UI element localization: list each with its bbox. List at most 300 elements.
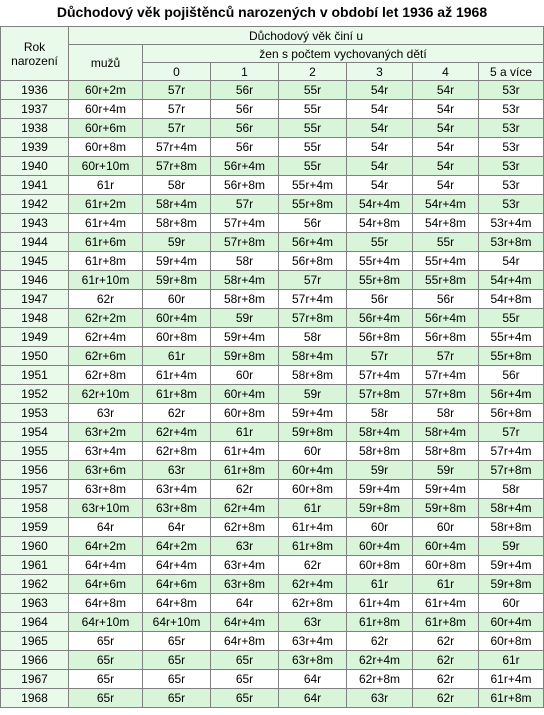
men-age-cell: 63r+10m: [69, 499, 143, 518]
women-age-cell-children-1: 62r: [211, 480, 279, 499]
women-age-cell-children-5: 61r: [479, 651, 544, 670]
retirement-age-table: [0, 26, 544, 708]
women-age-cell-children-4: 61r+8m: [413, 613, 479, 632]
birth-year-cell: 1945: [1, 252, 69, 271]
year-column-header: [1, 27, 69, 81]
birth-year-cell: 1942: [1, 195, 69, 214]
women-age-cell-children-0: 62r+4m: [143, 423, 211, 442]
women-age-cell-children-4: 62r: [413, 651, 479, 670]
women-age-cell-children-3: 57r+8m: [347, 385, 413, 404]
table-row: [1, 157, 544, 176]
women-age-cell-children-2: 60r+8m: [279, 480, 347, 499]
women-age-cell-children-5: 60r: [479, 594, 544, 613]
women-age-cell-children-4: 55r+8m: [413, 271, 479, 290]
women-age-cell-children-0: 63r+8m: [143, 499, 211, 518]
women-age-cell-children-1: 64r: [211, 594, 279, 613]
women-age-cell-children-4: 54r+8m: [413, 214, 479, 233]
women-age-cell-children-1: 59r+4m: [211, 328, 279, 347]
birth-year-cell: 1956: [1, 461, 69, 480]
women-age-cell-children-1: 65r: [211, 651, 279, 670]
women-age-cell-children-0: 60r+8m: [143, 328, 211, 347]
women-age-cell-children-1: 63r: [211, 537, 279, 556]
women-age-cell-children-0: 64r: [143, 518, 211, 537]
women-age-cell-children-0: 64r+4m: [143, 556, 211, 575]
women-age-cell-children-0: 64r+10m: [143, 613, 211, 632]
women-age-cell-children-4: 57r+8m: [413, 385, 479, 404]
men-age-cell: 65r: [69, 670, 143, 689]
women-age-cell-children-1: 64r+8m: [211, 632, 279, 651]
women-age-cell-children-3: 60r+8m: [347, 556, 413, 575]
table-row: [1, 309, 544, 328]
women-age-cell-children-0: 61r+8m: [143, 385, 211, 404]
table-row: [1, 138, 544, 157]
women-age-cell-children-5: 57r: [479, 423, 544, 442]
women-age-cell-children-3: 61r+4m: [347, 594, 413, 613]
women-age-cell-children-2: 55r: [279, 81, 347, 100]
women-age-cell-children-1: 58r+4m: [211, 271, 279, 290]
birth-year-cell: 1959: [1, 518, 69, 537]
women-age-cell-children-5: 59r+8m: [479, 575, 544, 594]
women-age-cell-children-4: 54r: [413, 176, 479, 195]
women-age-cell-children-3: 62r: [347, 632, 413, 651]
women-age-cell-children-3: 59r: [347, 461, 413, 480]
women-age-cell-children-5: 53r: [479, 81, 544, 100]
women-age-cell-children-2: 55r: [279, 119, 347, 138]
women-age-cell-children-0: 64r+8m: [143, 594, 211, 613]
women-age-cell-children-2: 60r: [279, 442, 347, 461]
women-age-cell-children-2: 57r: [279, 271, 347, 290]
table-row: [1, 689, 544, 708]
birth-year-cell: 1944: [1, 233, 69, 252]
men-column-header: mužů: [69, 45, 143, 81]
women-age-cell-children-2: 55r: [279, 100, 347, 119]
birth-year-cell: 1955: [1, 442, 69, 461]
women-age-cell-children-2: 57r+4m: [279, 290, 347, 309]
men-age-cell: 62r+10m: [69, 385, 143, 404]
table-row: [1, 214, 544, 233]
women-age-cell-children-4: 60r+8m: [413, 556, 479, 575]
women-age-cell-children-1: 64r+4m: [211, 613, 279, 632]
women-age-cell-children-0: 62r: [143, 404, 211, 423]
women-age-cell-children-4: 59r+4m: [413, 480, 479, 499]
women-age-cell-children-1: 62r+4m: [211, 499, 279, 518]
women-age-cell-children-0: 60r+4m: [143, 309, 211, 328]
table-row: [1, 290, 544, 309]
women-age-cell-children-3: 54r: [347, 157, 413, 176]
men-age-cell: 65r: [69, 632, 143, 651]
table-row: [1, 480, 544, 499]
women-age-cell-children-0: 65r: [143, 670, 211, 689]
women-age-cell-children-5: 60r+4m: [479, 613, 544, 632]
children-0-header: 0: [143, 63, 211, 81]
birth-year-cell: 1968: [1, 689, 69, 708]
table-body: [1, 81, 544, 708]
women-age-cell-children-4: 61r+4m: [413, 594, 479, 613]
women-age-cell-children-3: 62r+4m: [347, 651, 413, 670]
women-age-cell-children-5: 58r: [479, 480, 544, 499]
women-age-cell-children-5: 59r: [479, 537, 544, 556]
women-age-cell-children-4: 62r: [413, 670, 479, 689]
birth-year-cell: 1966: [1, 651, 69, 670]
birth-year-cell: 1938: [1, 119, 69, 138]
women-age-cell-children-1: 57r: [211, 195, 279, 214]
women-age-cell-children-0: 63r+4m: [143, 480, 211, 499]
women-age-cell-children-4: 55r: [413, 233, 479, 252]
men-age-cell: 63r+2m: [69, 423, 143, 442]
men-age-cell: 61r+4m: [69, 214, 143, 233]
birth-year-cell: 1937: [1, 100, 69, 119]
women-age-cell-children-3: 57r: [347, 347, 413, 366]
women-age-cell-children-2: 62r+8m: [279, 594, 347, 613]
women-age-cell-children-4: 56r+4m: [413, 309, 479, 328]
women-age-cell-children-5: 55r+4m: [479, 328, 544, 347]
men-age-cell: 64r+6m: [69, 575, 143, 594]
women-age-cell-children-3: 61r: [347, 575, 413, 594]
birth-year-cell: 1951: [1, 366, 69, 385]
table-row: [1, 670, 544, 689]
table-row: [1, 100, 544, 119]
men-age-cell: 61r+10m: [69, 271, 143, 290]
birth-year-cell: 1947: [1, 290, 69, 309]
women-age-cell-children-5: 61r+8m: [479, 689, 544, 708]
table-row: [1, 613, 544, 632]
women-age-cell-children-1: 60r+8m: [211, 404, 279, 423]
women-age-cell-children-2: 58r: [279, 328, 347, 347]
women-age-cell-children-4: 57r: [413, 347, 479, 366]
women-age-cell-children-2: 63r+4m: [279, 632, 347, 651]
women-age-cell-children-1: 57r+8m: [211, 233, 279, 252]
women-age-cell-children-5: 60r+8m: [479, 632, 544, 651]
men-age-cell: 60r+8m: [69, 138, 143, 157]
women-age-cell-children-0: 64r+2m: [143, 537, 211, 556]
women-age-cell-children-2: 55r+8m: [279, 195, 347, 214]
men-age-cell: 62r+6m: [69, 347, 143, 366]
men-age-cell: 63r+8m: [69, 480, 143, 499]
women-age-cell-children-4: 54r: [413, 138, 479, 157]
birth-year-cell: 1952: [1, 385, 69, 404]
birth-year-cell: 1950: [1, 347, 69, 366]
women-age-cell-children-2: 62r: [279, 556, 347, 575]
women-age-cell-children-2: 61r+4m: [279, 518, 347, 537]
women-age-cell-children-0: 59r: [143, 233, 211, 252]
women-age-cell-children-0: 65r: [143, 651, 211, 670]
table-row: [1, 233, 544, 252]
women-age-cell-children-1: 59r+8m: [211, 347, 279, 366]
women-age-cell-children-3: 59r+8m: [347, 499, 413, 518]
women-age-cell-children-2: 60r+4m: [279, 461, 347, 480]
women-age-cell-children-4: 58r: [413, 404, 479, 423]
table-row: [1, 328, 544, 347]
men-age-cell: 60r+2m: [69, 81, 143, 100]
women-age-cell-children-0: 64r+6m: [143, 575, 211, 594]
women-age-cell-children-3: 57r+4m: [347, 366, 413, 385]
birth-year-cell: 1941: [1, 176, 69, 195]
women-age-cell-children-3: 54r: [347, 176, 413, 195]
women-age-cell-children-1: 65r: [211, 689, 279, 708]
table-row: [1, 366, 544, 385]
women-age-cell-children-2: 55r: [279, 157, 347, 176]
women-age-cell-children-0: 61r+4m: [143, 366, 211, 385]
women-age-cell-children-3: 58r+4m: [347, 423, 413, 442]
women-age-cell-children-3: 56r+8m: [347, 328, 413, 347]
women-age-cell-children-5: 56r: [479, 366, 544, 385]
women-age-cell-children-5: 53r: [479, 119, 544, 138]
women-age-cell-children-1: 60r+4m: [211, 385, 279, 404]
women-age-cell-children-5: 57r+4m: [479, 442, 544, 461]
women-age-cell-children-1: 58r+8m: [211, 290, 279, 309]
table-row: [1, 423, 544, 442]
women-age-cell-children-2: 61r: [279, 499, 347, 518]
men-age-cell: 60r+4m: [69, 100, 143, 119]
women-age-cell-children-2: 62r+4m: [279, 575, 347, 594]
women-age-cell-children-1: 61r+4m: [211, 442, 279, 461]
women-age-cell-children-5: 53r: [479, 195, 544, 214]
women-age-cell-children-5: 53r: [479, 176, 544, 195]
women-age-cell-children-1: 59r: [211, 309, 279, 328]
women-age-cell-children-3: 55r: [347, 233, 413, 252]
women-age-cell-children-3: 56r+4m: [347, 309, 413, 328]
birth-year-cell: 1936: [1, 81, 69, 100]
retirement-age-group-header: Důchodový věk činí u: [69, 27, 544, 45]
women-age-cell-children-0: 63r: [143, 461, 211, 480]
table-row: [1, 385, 544, 404]
men-age-cell: 63r: [69, 404, 143, 423]
women-age-cell-children-0: 57r: [143, 81, 211, 100]
table-row: [1, 347, 544, 366]
women-age-cell-children-4: 54r: [413, 100, 479, 119]
women-age-cell-children-5: 61r+4m: [479, 670, 544, 689]
birth-year-cell: 1967: [1, 670, 69, 689]
women-age-cell-children-4: 60r: [413, 518, 479, 537]
men-age-cell: 64r+10m: [69, 613, 143, 632]
women-age-cell-children-2: 63r+8m: [279, 651, 347, 670]
table-row: [1, 518, 544, 537]
birth-year-cell: 1962: [1, 575, 69, 594]
women-age-cell-children-5: 53r+4m: [479, 214, 544, 233]
women-age-cell-children-5: 54r+4m: [479, 271, 544, 290]
women-age-cell-children-2: 58r+8m: [279, 366, 347, 385]
men-age-cell: 62r+2m: [69, 309, 143, 328]
women-age-cell-children-4: 58r+4m: [413, 423, 479, 442]
women-age-cell-children-3: 55r+4m: [347, 252, 413, 271]
page-title: Důchodový věk pojištěnců narozených v období let 1936 až 1968: [56, 4, 488, 20]
women-age-cell-children-5: 56r+4m: [479, 385, 544, 404]
men-age-cell: 62r+4m: [69, 328, 143, 347]
women-age-cell-children-0: 62r+8m: [143, 442, 211, 461]
women-age-cell-children-4: 59r+8m: [413, 499, 479, 518]
women-age-cell-children-5: 56r+8m: [479, 404, 544, 423]
women-age-cell-children-0: 60r: [143, 290, 211, 309]
birth-year-cell: 1964: [1, 613, 69, 632]
women-age-cell-children-2: 64r: [279, 670, 347, 689]
women-age-cell-children-5: 54r+8m: [479, 290, 544, 309]
men-age-cell: 61r: [69, 176, 143, 195]
children-5-plus-header: 5 a více: [479, 63, 544, 81]
women-age-cell-children-1: 62r+8m: [211, 518, 279, 537]
women-age-cell-children-2: 55r: [279, 138, 347, 157]
birth-year-cell: 1948: [1, 309, 69, 328]
table-row: [1, 176, 544, 195]
women-age-cell-children-1: 56r+4m: [211, 157, 279, 176]
women-age-cell-children-3: 56r: [347, 290, 413, 309]
women-age-cell-children-0: 61r: [143, 347, 211, 366]
women-age-cell-children-3: 54r+4m: [347, 195, 413, 214]
women-age-cell-children-4: 55r+4m: [413, 252, 479, 271]
women-age-cell-children-0: 58r+8m: [143, 214, 211, 233]
men-age-cell: 61r+6m: [69, 233, 143, 252]
women-age-cell-children-4: 54r: [413, 81, 479, 100]
children-3-header: 3: [347, 63, 413, 81]
men-age-cell: 65r: [69, 689, 143, 708]
women-age-cell-children-0: 57r: [143, 100, 211, 119]
women-age-cell-children-3: 60r+4m: [347, 537, 413, 556]
table-row: [1, 499, 544, 518]
table-row: [1, 575, 544, 594]
women-age-cell-children-1: 56r: [211, 100, 279, 119]
women-age-cell-children-1: 56r: [211, 81, 279, 100]
women-age-cell-children-0: 65r: [143, 689, 211, 708]
birth-year-cell: 1940: [1, 157, 69, 176]
table-row: [1, 81, 544, 100]
women-age-cell-children-1: 56r: [211, 119, 279, 138]
table-row: [1, 195, 544, 214]
women-age-cell-children-4: 62r: [413, 632, 479, 651]
children-1-header: 1: [211, 63, 279, 81]
women-age-cell-children-3: 59r+4m: [347, 480, 413, 499]
women-age-cell-children-4: 54r+4m: [413, 195, 479, 214]
women-age-cell-children-3: 58r: [347, 404, 413, 423]
men-age-cell: 63r+4m: [69, 442, 143, 461]
birth-year-cell: 1961: [1, 556, 69, 575]
table-row: [1, 651, 544, 670]
women-age-cell-children-4: 54r: [413, 157, 479, 176]
women-age-cell-children-3: 58r+8m: [347, 442, 413, 461]
women-age-cell-children-2: 64r: [279, 689, 347, 708]
women-age-cell-children-3: 54r: [347, 138, 413, 157]
women-age-cell-children-2: 59r: [279, 385, 347, 404]
women-age-cell-children-4: 60r+4m: [413, 537, 479, 556]
women-age-cell-children-5: 55r+8m: [479, 347, 544, 366]
women-age-cell-children-3: 54r+8m: [347, 214, 413, 233]
women-age-cell-children-1: 61r: [211, 423, 279, 442]
birth-year-cell: 1957: [1, 480, 69, 499]
table-row: [1, 442, 544, 461]
women-age-cell-children-1: 63r+8m: [211, 575, 279, 594]
women-age-cell-children-4: 56r+8m: [413, 328, 479, 347]
women-age-cell-children-2: 58r+4m: [279, 347, 347, 366]
women-age-cell-children-5: 59r+4m: [479, 556, 544, 575]
women-age-cell-children-5: 53r: [479, 100, 544, 119]
women-age-cell-children-4: 62r: [413, 689, 479, 708]
men-age-cell: 65r: [69, 651, 143, 670]
men-age-cell: 60r+10m: [69, 157, 143, 176]
table-row: [1, 252, 544, 271]
birth-year-cell: 1954: [1, 423, 69, 442]
women-age-cell-children-0: 57r: [143, 119, 211, 138]
women-age-cell-children-1: 61r+8m: [211, 461, 279, 480]
women-age-cell-children-4: 58r+8m: [413, 442, 479, 461]
women-age-cell-children-2: 59r+8m: [279, 423, 347, 442]
women-age-cell-children-4: 61r: [413, 575, 479, 594]
birth-year-cell: 1958: [1, 499, 69, 518]
women-age-cell-children-3: 54r: [347, 119, 413, 138]
women-age-cell-children-5: 57r+8m: [479, 461, 544, 480]
women-age-cell-children-5: 53r: [479, 157, 544, 176]
women-age-cell-children-3: 61r+8m: [347, 613, 413, 632]
women-age-cell-children-2: 63r: [279, 613, 347, 632]
birth-year-cell: 1953: [1, 404, 69, 423]
birth-year-cell: 1943: [1, 214, 69, 233]
women-age-cell-children-3: 62r+8m: [347, 670, 413, 689]
men-age-cell: 64r+2m: [69, 537, 143, 556]
women-age-cell-children-0: 57r+4m: [143, 138, 211, 157]
women-age-cell-children-4: 59r: [413, 461, 479, 480]
year-header-line2: narození: [11, 53, 58, 68]
women-age-cell-children-5: 58r+4m: [479, 499, 544, 518]
birth-year-cell: 1949: [1, 328, 69, 347]
table-row: [1, 632, 544, 651]
women-age-cell-children-5: 53r+8m: [479, 233, 544, 252]
women-age-cell-children-1: 58r: [211, 252, 279, 271]
women-age-cell-children-3: 63r: [347, 689, 413, 708]
women-age-cell-children-2: 59r+4m: [279, 404, 347, 423]
men-age-cell: 61r+2m: [69, 195, 143, 214]
women-age-cell-children-2: 57r+8m: [279, 309, 347, 328]
women-age-cell-children-5: 58r+8m: [479, 518, 544, 537]
women-age-cell-children-1: 56r: [211, 138, 279, 157]
women-age-cell-children-3: 60r: [347, 518, 413, 537]
table-row: [1, 271, 544, 290]
women-age-cell-children-1: 56r+8m: [211, 176, 279, 195]
year-header-line1: Rok: [23, 39, 46, 54]
women-age-cell-children-1: 60r: [211, 366, 279, 385]
women-age-cell-children-0: 65r: [143, 632, 211, 651]
women-age-cell-children-3: 54r: [347, 100, 413, 119]
table-row: [1, 556, 544, 575]
women-group-header: žen s počtem vychovaných dětí: [143, 45, 544, 63]
men-age-cell: 63r+6m: [69, 461, 143, 480]
birth-year-cell: 1963: [1, 594, 69, 613]
children-2-header: 2: [279, 63, 347, 81]
table-row: [1, 537, 544, 556]
women-age-cell-children-2: 55r+4m: [279, 176, 347, 195]
men-age-cell: 64r+4m: [69, 556, 143, 575]
table-row: [1, 119, 544, 138]
table-row: [1, 461, 544, 480]
women-age-cell-children-5: 53r: [479, 138, 544, 157]
women-age-cell-children-4: 56r: [413, 290, 479, 309]
men-age-cell: 62r: [69, 290, 143, 309]
men-age-cell: 62r+8m: [69, 366, 143, 385]
birth-year-cell: 1939: [1, 138, 69, 157]
women-age-cell-children-2: 56r: [279, 214, 347, 233]
women-age-cell-children-3: 54r: [347, 81, 413, 100]
men-age-cell: 64r+8m: [69, 594, 143, 613]
women-age-cell-children-0: 57r+8m: [143, 157, 211, 176]
men-age-cell: 61r+8m: [69, 252, 143, 271]
men-age-cell: 64r: [69, 518, 143, 537]
women-age-cell-children-1: 65r: [211, 670, 279, 689]
women-age-cell-children-1: 57r+4m: [211, 214, 279, 233]
table-row: [1, 594, 544, 613]
women-age-cell-children-1: 63r+4m: [211, 556, 279, 575]
birth-year-cell: 1965: [1, 632, 69, 651]
birth-year-cell: 1946: [1, 271, 69, 290]
women-age-cell-children-4: 54r: [413, 119, 479, 138]
women-age-cell-children-3: 55r+8m: [347, 271, 413, 290]
women-age-cell-children-0: 59r+8m: [143, 271, 211, 290]
women-age-cell-children-0: 58r+4m: [143, 195, 211, 214]
